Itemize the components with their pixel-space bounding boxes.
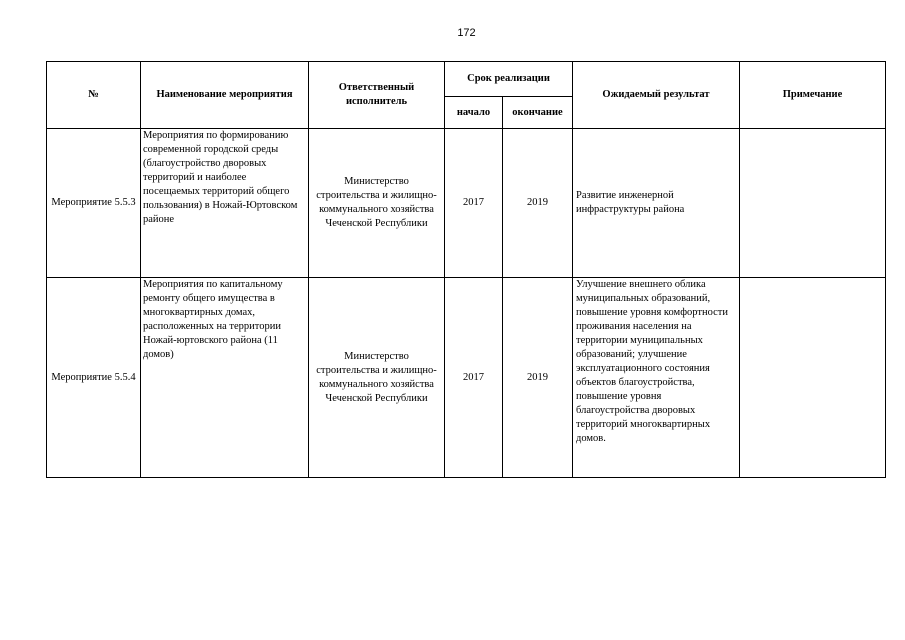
row-number: Мероприятие 5.5.3 bbox=[47, 129, 141, 278]
header-number: № bbox=[47, 62, 141, 129]
table-row bbox=[47, 129, 886, 278]
header-note: Примечание bbox=[740, 62, 886, 129]
row-note bbox=[740, 129, 886, 278]
row-event-name: Мероприятия по капитальному ремонту общего имущества в многоквартирных домах, расположенных на территории Ножай-юртовского района (11 домов) bbox=[141, 278, 309, 478]
header-responsible: Ответственный исполнитель bbox=[309, 62, 445, 129]
row-expected-result: Улучшение внешнего облика муниципальных образований, повышение уровня комфортности проживания населения на территории муниципальных образований; улучшение эксплуатационного состояния объектов благоустройства, повышение уровня благоустройства дворовых территорий многоквартирных домов. bbox=[573, 278, 740, 478]
header-expected-result: Ожидаемый результат bbox=[573, 62, 740, 129]
header-start: начало bbox=[445, 97, 503, 129]
header-end: окончание bbox=[503, 97, 573, 129]
row-number: Мероприятие 5.5.4 bbox=[47, 278, 141, 478]
row-end: 2019 bbox=[503, 278, 573, 478]
row-event-name: Мероприятия по формированию современной городской среды (благоустройство дворовых территорий и наиболее посещаемых территорий общего пользования) в Ножай-Юртовском районе bbox=[141, 129, 309, 278]
page-number: 172 bbox=[457, 27, 476, 39]
row-expected-result: Развитие инженерной инфраструктуры района bbox=[573, 129, 740, 278]
row-note bbox=[740, 278, 886, 478]
row-responsible: Министерство строительства и жилищно-коммунального хозяйства Чеченской Республики bbox=[309, 129, 445, 278]
row-responsible: Министерство строительства и жилищно-коммунального хозяйства Чеченской Республики bbox=[309, 278, 445, 478]
table-row bbox=[47, 278, 886, 478]
header-period: Срок реализации bbox=[445, 62, 573, 97]
row-end: 2019 bbox=[503, 129, 573, 278]
table-header-row bbox=[47, 62, 886, 97]
activities-table bbox=[46, 61, 886, 478]
row-start: 2017 bbox=[445, 129, 503, 278]
header-event-name: Наименование мероприятия bbox=[141, 62, 309, 129]
row-start: 2017 bbox=[445, 278, 503, 478]
